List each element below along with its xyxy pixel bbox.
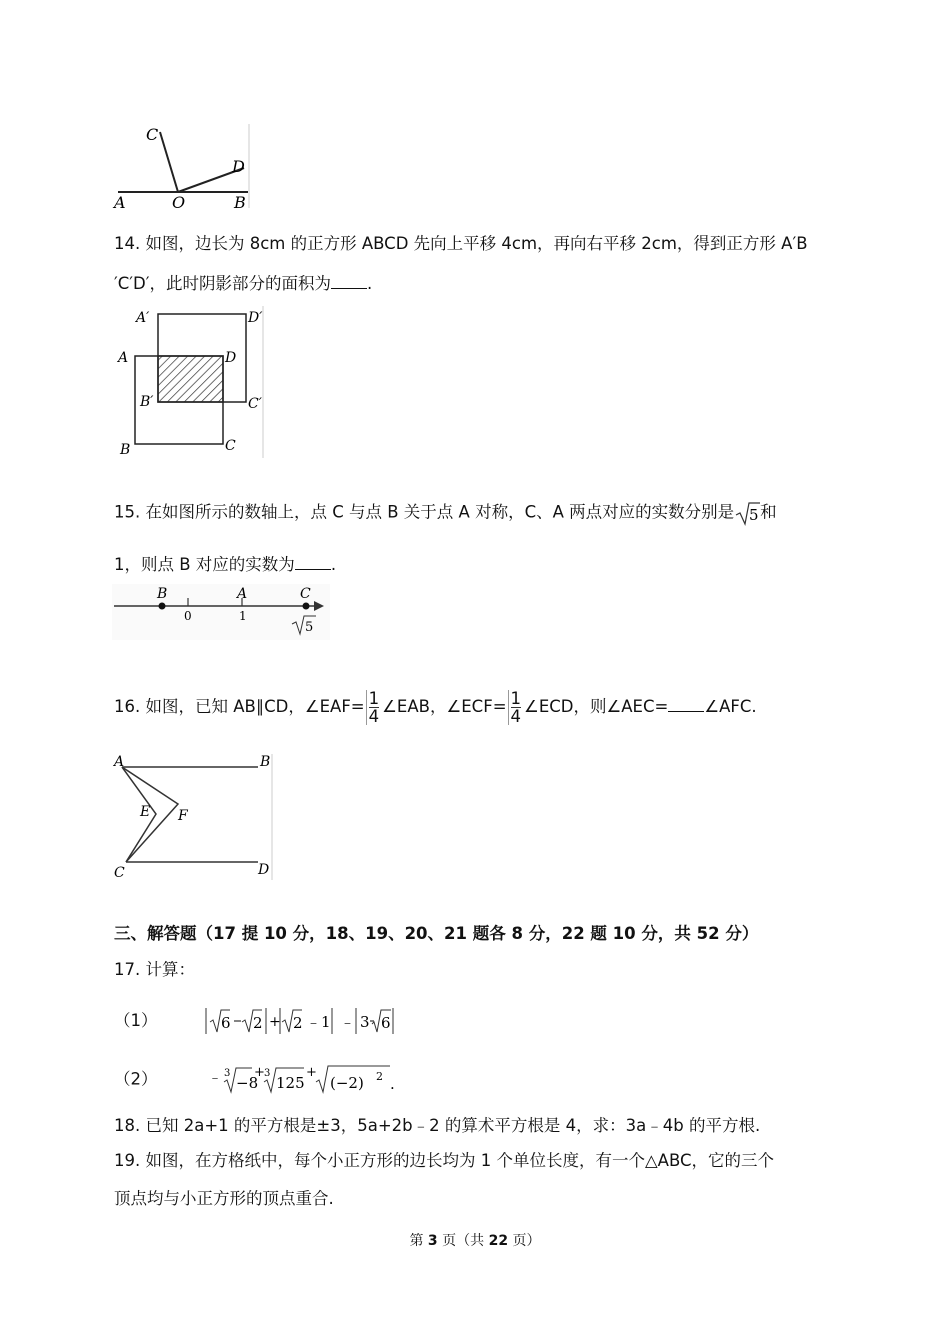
figure-15-number-line [112, 584, 330, 640]
cube-index-1: 3 [223, 1068, 230, 1079]
radicand-6: 6 [220, 1014, 231, 1032]
q15-answer-blank [295, 551, 331, 570]
q14-line2-text: ′C′D′，此时阴影部分的面积为 [114, 274, 331, 293]
q15-line1-text: 15. 在如图所示的数轴上，点 C 与点 B 关于点 A 对称，C、A 两点对应的实数分别是 [114, 502, 735, 522]
op-plus-2: + [305, 1065, 317, 1080]
q15-line2-text: 1，则点 B 对应的实数为 [114, 555, 295, 574]
exponent-2: 2 [375, 1070, 383, 1083]
page-footer: 第 3 页（共 22 页） [409, 1233, 541, 1249]
cube-index-2: 3 [263, 1068, 270, 1079]
label-o: O [172, 193, 186, 212]
label-d: D [225, 350, 237, 366]
radicand-2: 2 [252, 1014, 263, 1032]
q16-answer-blank [668, 693, 704, 712]
q17-p1-expression [158, 1006, 394, 1037]
point-b [159, 603, 166, 610]
label-c-prime: C′ [248, 396, 262, 412]
page-number: 3 [427, 1233, 438, 1249]
label-a: A [237, 586, 248, 602]
q17-part1 [114, 1006, 394, 1037]
radicand-125: 125 [275, 1074, 305, 1092]
label-b: B [234, 193, 246, 212]
label-c: C [300, 586, 311, 602]
label-d: D [232, 157, 245, 176]
neg-sign: ﹣ [207, 1070, 222, 1086]
label-a-prime: A′ [136, 310, 150, 326]
q14-period: . [366, 274, 373, 293]
label-zero: 0 [184, 609, 192, 623]
radicand-2b: 2 [292, 1014, 303, 1032]
op-plus: + [268, 1014, 281, 1030]
q16-line [114, 690, 757, 725]
q19-line1: 19. 如图，在方格纸中，每个小正方形的边长均为 1 个单位长度，有一个△ABC，它的三个 [114, 1151, 774, 1170]
total-pages: 22 [488, 1233, 509, 1249]
label-e: E [140, 804, 151, 820]
ray-oc [160, 132, 178, 192]
q14-answer-blank [331, 270, 367, 289]
q19-line2: 顶点均与小正方形的顶点重合. [114, 1189, 334, 1208]
fraction-quarter-1: $\frac{1}{4}$ [366, 690, 382, 725]
q16-suffix: ∠AFC. [704, 697, 757, 716]
q15-and: 和 [760, 502, 777, 522]
label-b: B [120, 442, 131, 458]
q16-mid1: ∠EAB，∠ECF= [382, 697, 507, 716]
q14-line1: 14. 如图，边长为 8cm 的正方形 ABCD 先向上平移 4cm，再向右平移 2cm，得到正方形 A′B [114, 234, 808, 253]
q15-line1 [114, 500, 777, 526]
q14-line2 [114, 270, 372, 296]
q17-p2-period: . [389, 1075, 395, 1093]
q15-period: . [330, 555, 337, 574]
q17-p2-label: （2） [114, 1069, 158, 1089]
q15-line2 [114, 551, 336, 577]
sqrt5-expression [734, 500, 760, 526]
label-b: B [260, 754, 271, 770]
number-3: 3 [359, 1013, 370, 1031]
sqrt5-radicand: 5 [749, 506, 759, 524]
radicand-neg8: −8 [235, 1074, 258, 1092]
fraction-quarter-2: $\frac{1}{4}$ [508, 690, 524, 725]
q16-prefix: 16. 如图，已知 AB∥CD，∠EAF= [114, 697, 365, 716]
minus-one: ﹣1 [305, 1013, 331, 1031]
q16-mid2: ∠ECD，则∠AEC= [524, 697, 669, 716]
figure-16-parallel-lines [112, 752, 278, 884]
op-plus-1: + [253, 1065, 265, 1080]
label-b-prime: B′ [140, 394, 154, 410]
radicand-neg2: (−2) [329, 1074, 364, 1092]
point-c [303, 603, 310, 610]
shaded-region [158, 356, 223, 402]
label-a: A [118, 350, 129, 366]
label-c: C [114, 865, 125, 881]
figure-13-angles [112, 122, 254, 210]
label-d-prime: D′ [248, 310, 263, 326]
radicand-6b: 6 [380, 1014, 391, 1032]
label-a: A [114, 193, 126, 212]
label-b: B [157, 586, 168, 602]
figure-14-squares [112, 304, 268, 460]
label-c: C [146, 125, 159, 144]
q18-text: 18. 已知 2a+1 的平方根是±3，5a+2b﹣2 的算术平方根是 4，求：3a﹣4b 的平方根. [114, 1116, 761, 1135]
label-f: F [178, 808, 188, 824]
label-a: A [114, 754, 125, 770]
label-root5: 5 [305, 620, 314, 635]
label-d: D [258, 862, 270, 878]
q17-title: 17. 计算： [114, 960, 195, 979]
label-one: 1 [239, 609, 247, 623]
q17-p1-label: （1） [114, 1011, 158, 1030]
section-3-title: 三、解答题（17 提 10 分，18、19、20、21 题各 8 分，22 题 10 分，共 52 分） [114, 924, 759, 943]
q17-part2 [114, 1062, 394, 1098]
op-minus: ﹣ [339, 1013, 355, 1031]
label-c: C [225, 438, 236, 454]
q17-p2-expression [158, 1062, 394, 1098]
